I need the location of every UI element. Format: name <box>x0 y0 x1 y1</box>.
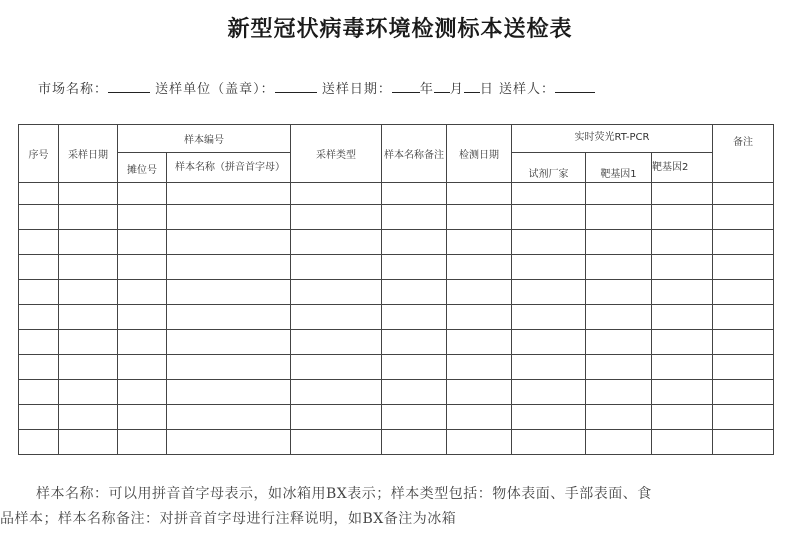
table-cell[interactable] <box>512 430 586 455</box>
table-cell[interactable] <box>19 330 59 355</box>
table-cell[interactable] <box>713 355 774 380</box>
table-cell[interactable] <box>652 430 713 455</box>
table-cell[interactable] <box>291 230 382 255</box>
table-cell[interactable] <box>512 380 586 405</box>
table-cell[interactable] <box>167 305 291 330</box>
table-cell[interactable] <box>167 355 291 380</box>
table-cell[interactable] <box>586 405 652 430</box>
table-cell[interactable] <box>512 305 586 330</box>
table-cell[interactable] <box>382 230 447 255</box>
table-cell[interactable] <box>586 255 652 280</box>
table-cell[interactable] <box>447 280 512 305</box>
table-cell[interactable] <box>713 405 774 430</box>
table-row <box>19 305 774 330</box>
header-sample-date: 采样日期 <box>59 125 118 183</box>
table-cell[interactable] <box>118 355 167 380</box>
sending-unit-label: 送样单位（盖章）： <box>155 82 275 97</box>
table-cell[interactable] <box>652 183 713 205</box>
table-cell[interactable] <box>19 380 59 405</box>
table-cell[interactable] <box>652 280 713 305</box>
table-cell[interactable] <box>19 430 59 455</box>
table-cell[interactable] <box>652 380 713 405</box>
table-row <box>19 205 774 230</box>
year-blank[interactable] <box>392 80 420 93</box>
table-cell[interactable] <box>713 230 774 255</box>
day-blank[interactable] <box>464 80 480 93</box>
table-cell[interactable] <box>19 255 59 280</box>
header-sample-type: 采样类型 <box>291 125 382 183</box>
header-test-date: 检测日期 <box>447 125 512 183</box>
table-cell[interactable] <box>447 255 512 280</box>
table-cell[interactable] <box>713 205 774 230</box>
footnote-line-2: 品样本；样本名称备注：对拼音首字母进行注释说明，如BX备注为冰箱 <box>0 511 457 527</box>
table-cell[interactable] <box>291 305 382 330</box>
table-cell[interactable] <box>59 355 118 380</box>
table-cell[interactable] <box>167 230 291 255</box>
table-cell[interactable] <box>447 205 512 230</box>
table-cell[interactable] <box>291 183 382 205</box>
table-cell[interactable] <box>19 405 59 430</box>
table-cell[interactable] <box>713 183 774 205</box>
table-cell[interactable] <box>59 280 118 305</box>
table-cell[interactable] <box>382 305 447 330</box>
table-row <box>19 280 774 305</box>
table-cell[interactable] <box>118 255 167 280</box>
sender-blank[interactable] <box>555 80 595 93</box>
table-cell[interactable] <box>512 230 586 255</box>
table-cell[interactable] <box>291 205 382 230</box>
table-cell[interactable] <box>447 355 512 380</box>
table-cell[interactable] <box>447 380 512 405</box>
table-cell[interactable] <box>447 305 512 330</box>
table-cell[interactable] <box>447 183 512 205</box>
table-body <box>19 183 774 455</box>
table-cell[interactable] <box>512 330 586 355</box>
table-cell[interactable] <box>652 405 713 430</box>
table-cell[interactable] <box>586 280 652 305</box>
table-row <box>19 230 774 255</box>
sending-unit-blank[interactable] <box>275 80 317 93</box>
table-cell[interactable] <box>586 183 652 205</box>
market-name-label: 市场名称： <box>38 82 109 97</box>
table-cell[interactable] <box>382 255 447 280</box>
table-cell[interactable] <box>586 380 652 405</box>
table-cell[interactable] <box>713 330 774 355</box>
table-cell[interactable] <box>447 230 512 255</box>
table-cell[interactable] <box>586 430 652 455</box>
table-cell[interactable] <box>167 430 291 455</box>
table-cell[interactable] <box>512 183 586 205</box>
table-row <box>19 355 774 380</box>
header-stall-no: 摊位号 <box>118 153 167 183</box>
table-cell[interactable] <box>512 255 586 280</box>
header-seq: 序号 <box>19 125 59 183</box>
table-cell[interactable] <box>652 355 713 380</box>
table-cell[interactable] <box>382 205 447 230</box>
table-cell[interactable] <box>713 305 774 330</box>
header-reagent: 试剂厂家 <box>512 153 586 183</box>
table-cell[interactable] <box>586 330 652 355</box>
table-cell[interactable] <box>19 280 59 305</box>
table-cell[interactable] <box>512 280 586 305</box>
table-row <box>19 330 774 355</box>
table-cell[interactable] <box>447 405 512 430</box>
table-cell[interactable] <box>382 183 447 205</box>
table-cell[interactable] <box>713 280 774 305</box>
table-cell[interactable] <box>118 330 167 355</box>
table-cell[interactable] <box>291 255 382 280</box>
table-cell[interactable] <box>586 305 652 330</box>
table-row <box>19 405 774 430</box>
table-cell[interactable] <box>713 380 774 405</box>
header-name-note: 样本名称备注 <box>382 125 447 183</box>
table-cell[interactable] <box>118 183 167 205</box>
table-cell[interactable] <box>118 380 167 405</box>
table-cell[interactable] <box>118 305 167 330</box>
table-cell[interactable] <box>652 230 713 255</box>
sample-table <box>18 124 774 455</box>
table-cell[interactable] <box>382 405 447 430</box>
day-label: 日 <box>479 82 494 97</box>
table-cell[interactable] <box>19 355 59 380</box>
form-title: 新型冠状病毒环境检测标本送检表 <box>227 17 573 42</box>
table-cell[interactable] <box>167 405 291 430</box>
sending-date-label: 送样日期： <box>321 82 392 97</box>
table-cell[interactable] <box>167 380 291 405</box>
table-cell[interactable] <box>382 280 447 305</box>
table-row <box>19 255 774 280</box>
table-cell[interactable] <box>512 355 586 380</box>
table-cell[interactable] <box>19 205 59 230</box>
table-cell[interactable] <box>59 430 118 455</box>
month-blank[interactable] <box>434 80 450 93</box>
header-gene2: 靶基因2 <box>652 153 713 183</box>
table-cell[interactable] <box>118 230 167 255</box>
header-remark: 备注 <box>713 125 774 183</box>
table-cell[interactable] <box>713 430 774 455</box>
header-gene1: 靶基因1 <box>586 153 652 183</box>
header-sample-code: 样本编号 <box>118 125 291 153</box>
table-cell[interactable] <box>59 230 118 255</box>
table-row <box>19 430 774 455</box>
header-pcr: 实时荧光RT-PCR <box>512 125 713 153</box>
table-row <box>19 380 774 405</box>
table-cell[interactable] <box>291 330 382 355</box>
table-cell[interactable] <box>59 255 118 280</box>
table-cell[interactable] <box>447 330 512 355</box>
table-cell[interactable] <box>118 430 167 455</box>
table-cell[interactable] <box>59 380 118 405</box>
table-cell[interactable] <box>167 205 291 230</box>
year-label: 年 <box>419 82 434 97</box>
table-cell[interactable] <box>59 305 118 330</box>
table-cell[interactable] <box>586 230 652 255</box>
table-cell[interactable] <box>19 305 59 330</box>
table-cell[interactable] <box>118 205 167 230</box>
table-cell[interactable] <box>652 305 713 330</box>
table-cell[interactable] <box>291 280 382 305</box>
table-cell[interactable] <box>382 430 447 455</box>
table-cell[interactable] <box>167 255 291 280</box>
table-cell[interactable] <box>118 405 167 430</box>
header-sample-name: 样本名称（拼音首字母） <box>167 153 291 183</box>
table-cell[interactable] <box>382 330 447 355</box>
table-cell[interactable] <box>167 183 291 205</box>
form-info-line <box>38 78 595 97</box>
table-cell[interactable] <box>382 355 447 380</box>
table-cell[interactable] <box>291 405 382 430</box>
month-label: 月 <box>449 82 464 97</box>
table-cell[interactable] <box>167 330 291 355</box>
table-row <box>19 183 774 205</box>
table-cell[interactable] <box>291 430 382 455</box>
table-cell[interactable] <box>586 205 652 230</box>
table-cell[interactable] <box>59 405 118 430</box>
table-cell[interactable] <box>382 380 447 405</box>
table-cell[interactable] <box>447 430 512 455</box>
table-cell[interactable] <box>586 355 652 380</box>
table-cell[interactable] <box>59 183 118 205</box>
table-cell[interactable] <box>512 205 586 230</box>
table-cell[interactable] <box>652 205 713 230</box>
table-cell[interactable] <box>19 230 59 255</box>
table-cell[interactable] <box>59 205 118 230</box>
table-cell[interactable] <box>291 380 382 405</box>
market-name-blank[interactable] <box>108 80 150 93</box>
table-cell[interactable] <box>167 280 291 305</box>
sender-label: 送样人： <box>499 82 556 97</box>
table-cell[interactable] <box>713 255 774 280</box>
table-cell[interactable] <box>59 330 118 355</box>
table-cell[interactable] <box>291 355 382 380</box>
footnote <box>0 482 800 532</box>
table-cell[interactable] <box>118 280 167 305</box>
footnote-line-1: 样本名称：可以用拼音首字母表示，如冰箱用BX表示；样本类型包括：物体表面、手部表面、食 <box>36 486 652 502</box>
table-cell[interactable] <box>512 405 586 430</box>
table-cell[interactable] <box>652 330 713 355</box>
table-cell[interactable] <box>652 255 713 280</box>
table-cell[interactable] <box>19 183 59 205</box>
